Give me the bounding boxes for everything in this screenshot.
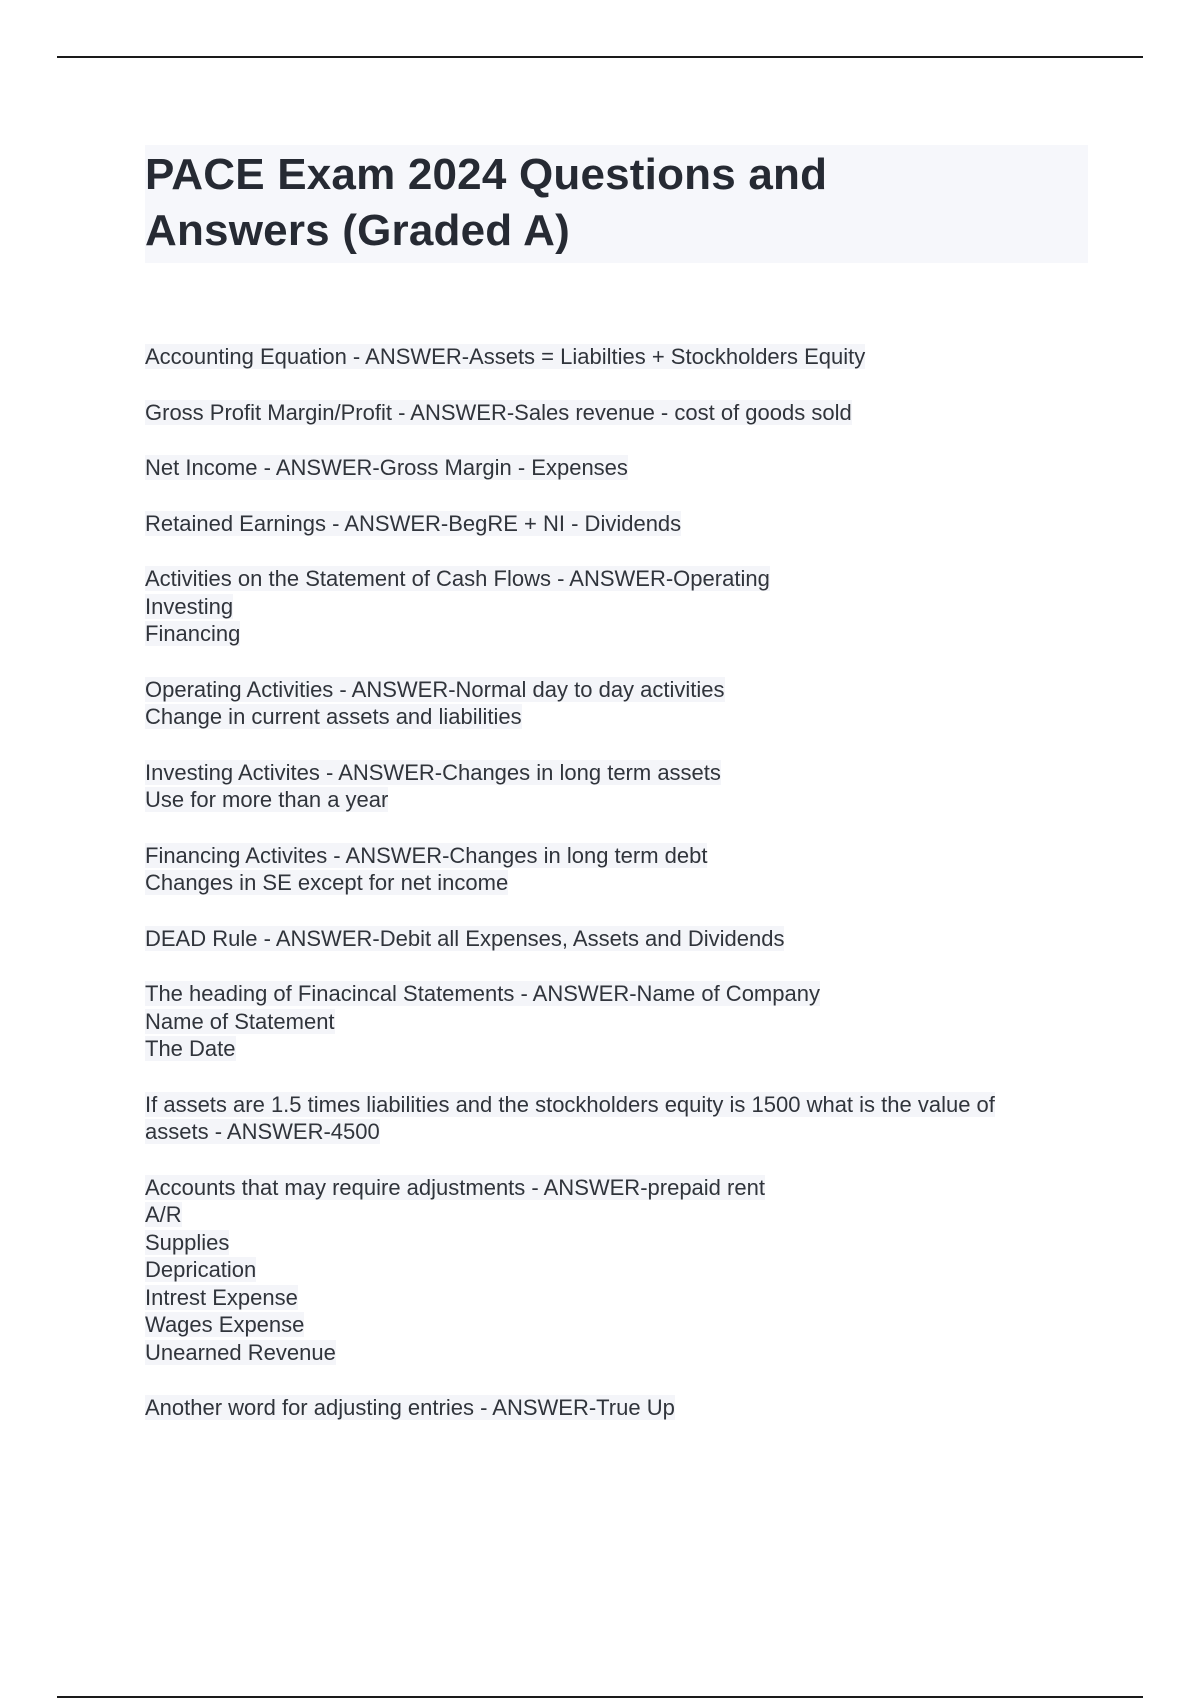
qa-line-text: Wages Expense: [145, 1312, 305, 1337]
qa-line-text: Use for more than a year: [145, 787, 389, 812]
qa-item: [145, 454, 1088, 482]
qa-line-text: Supplies: [145, 1229, 230, 1255]
qa-item: [145, 343, 1088, 371]
qa-line-text: assets - ANSWER-4500: [145, 1119, 380, 1144]
qa-line-text: Financing: [145, 621, 241, 646]
qa-line-text: Change in current assets and liabilities: [145, 704, 522, 729]
qa-line-text: DEAD Rule - ANSWER-Debit all Expenses, Assets and Dividends: [145, 925, 785, 951]
qa-line: [145, 786, 1088, 814]
qa-line: [145, 1339, 1088, 1367]
qa-line: [145, 703, 1088, 731]
qa-line-text: Accounts that may require adjustments - ANSWER-prepaid rent: [145, 1174, 765, 1200]
qa-line-text: A/R: [145, 1202, 182, 1227]
qa-line-text: Deprication: [145, 1257, 257, 1282]
qa-item: [145, 510, 1088, 538]
qa-line: [145, 842, 1088, 870]
qa-item: [145, 676, 1088, 731]
qa-item: [145, 925, 1088, 953]
qa-line-text: Another word for adjusting entries - ANSWER-True Up: [145, 1395, 675, 1420]
qa-item: [145, 842, 1088, 897]
qa-line: [145, 343, 1088, 371]
qa-list: [145, 343, 1088, 1422]
document-page: [145, 145, 1088, 1450]
qa-item: [145, 980, 1088, 1063]
qa-line: [145, 1118, 1088, 1146]
document-title: [145, 147, 1082, 259]
qa-line-text: Intrest Expense: [145, 1284, 298, 1310]
qa-line: [145, 1035, 1088, 1063]
qa-line-text: The Date: [145, 1036, 236, 1061]
qa-line: [145, 454, 1088, 482]
qa-line-text: Investing Activites - ANSWER-Changes in long term assets: [145, 759, 721, 785]
qa-line-text: Unearned Revenue: [145, 1339, 336, 1365]
qa-line: [145, 1201, 1088, 1229]
qa-line: [145, 1311, 1088, 1339]
qa-line: [145, 1008, 1088, 1036]
qa-line-text: Activities on the Statement of Cash Flows - ANSWER-Operating: [145, 566, 770, 591]
title-line-2: Answers (Graded A): [145, 206, 570, 255]
qa-line: [145, 925, 1088, 953]
qa-line: [145, 620, 1088, 648]
qa-item: [145, 759, 1088, 814]
qa-line: [145, 759, 1088, 787]
qa-line-text: Investing: [145, 593, 234, 619]
qa-line-text: Net Income - ANSWER-Gross Margin - Expenses: [145, 455, 628, 480]
qa-line: [145, 869, 1088, 897]
qa-line: [145, 1394, 1088, 1422]
qa-item: [145, 1174, 1088, 1367]
qa-line-text: Accounting Equation - ANSWER-Assets = Liabilties + Stockholders Equity: [145, 344, 866, 369]
qa-line-text: Gross Profit Margin/Profit - ANSWER-Sales revenue - cost of goods sold: [145, 399, 852, 425]
qa-line-text: Name of Statement: [145, 1008, 335, 1034]
qa-line-text: The heading of Finacincal Statements - ANSWER-Name of Company: [145, 981, 820, 1006]
qa-line: [145, 1284, 1088, 1312]
bottom-rule: [57, 1696, 1143, 1698]
qa-item: [145, 565, 1088, 648]
qa-line: [145, 593, 1088, 621]
title-line-1: PACE Exam 2024 Questions and: [145, 150, 828, 199]
qa-line: [145, 1091, 1088, 1119]
top-rule: [57, 56, 1143, 58]
qa-line: [145, 1174, 1088, 1202]
qa-item: [145, 399, 1088, 427]
title-block: [145, 145, 1088, 263]
qa-line: [145, 510, 1088, 538]
qa-line-text: If assets are 1.5 times liabilities and the stockholders equity is 1500 what is the value of: [145, 1091, 995, 1117]
qa-line-text: Financing Activites - ANSWER-Changes in long term debt: [145, 842, 708, 868]
qa-line: [145, 565, 1088, 593]
qa-line: [145, 1229, 1088, 1257]
qa-line-text: Operating Activities - ANSWER-Normal day to day activities: [145, 676, 725, 702]
qa-item: [145, 1394, 1088, 1422]
qa-line: [145, 980, 1088, 1008]
qa-line-text: Changes in SE except for net income: [145, 870, 509, 895]
qa-line: [145, 1256, 1088, 1284]
qa-item: [145, 1091, 1088, 1146]
qa-line: [145, 676, 1088, 704]
qa-line: [145, 399, 1088, 427]
qa-line-text: Retained Earnings - ANSWER-BegRE + NI - Dividends: [145, 510, 682, 536]
